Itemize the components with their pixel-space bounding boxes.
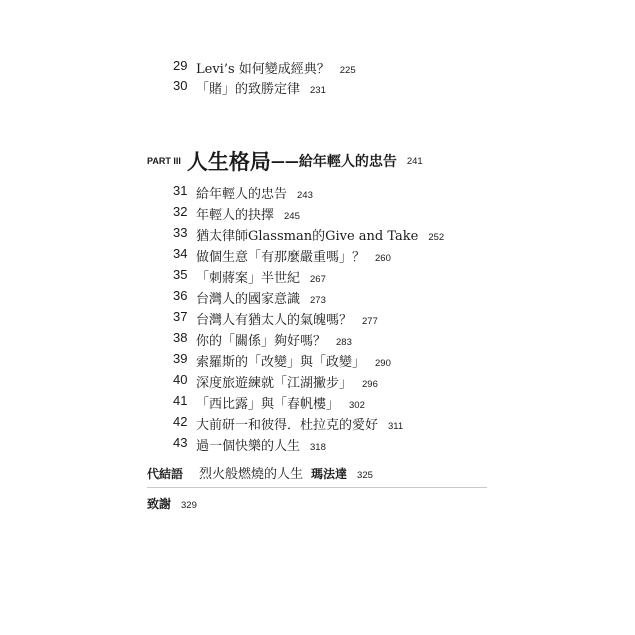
chapter-title-row xyxy=(196,414,403,433)
chapter-number: 42 xyxy=(173,414,188,429)
page-number: 290 xyxy=(375,358,391,369)
page-number: 225 xyxy=(339,65,356,76)
page-number: 241 xyxy=(406,155,423,167)
page-number: 329 xyxy=(181,500,197,511)
part-heading xyxy=(147,146,423,176)
page-number: 231 xyxy=(310,85,326,96)
chapter-title: Levi’s 如何變成經典？ xyxy=(196,62,330,77)
epilogue-entry xyxy=(147,463,373,482)
page-number: 318 xyxy=(310,442,326,453)
page-number: 260 xyxy=(375,253,391,264)
page-number: 252 xyxy=(428,232,445,243)
page-number: 302 xyxy=(349,400,365,411)
chapter-number: 35 xyxy=(173,267,188,282)
chapter-title-row xyxy=(196,78,326,97)
chapter-title: 年輕人的抉擇 xyxy=(196,208,275,223)
part-label: PART III xyxy=(147,156,181,166)
page-number: 277 xyxy=(362,316,378,327)
chapter-number: 40 xyxy=(173,372,188,387)
chapter-number: 31 xyxy=(173,183,188,198)
chapter-title-row xyxy=(196,204,300,223)
chapter-title-row xyxy=(196,393,365,412)
epilogue-author: 瑪法達 xyxy=(311,467,348,481)
chapter-number: 43 xyxy=(173,435,188,450)
part-subtitle: ——給年輕人的忠告 xyxy=(270,154,397,170)
chapter-title: 你的「關係」夠好嗎？ xyxy=(196,334,327,349)
chapter-title-row xyxy=(196,288,326,307)
acknowledgement-entry xyxy=(147,493,197,512)
chapter-number: 29 xyxy=(173,58,188,73)
page-number: 273 xyxy=(310,295,326,306)
chapter-title: 台灣人有猶太人的氣魄嗎？ xyxy=(196,313,353,328)
epilogue-label: 代結語 xyxy=(147,467,184,481)
chapter-title: 台灣人的國家意識 xyxy=(196,292,301,307)
chapter-title: 做個生意「有那麼嚴重嗎」？ xyxy=(196,250,366,265)
chapter-title: 索羅斯的「改變」與「政變」 xyxy=(196,355,366,370)
chapter-title-row xyxy=(196,309,378,328)
chapter-number: 37 xyxy=(173,309,188,324)
chapter-title: 「賭」的致勝定律 xyxy=(196,82,301,97)
page-number: 245 xyxy=(284,211,300,222)
part-title: 人生格局 xyxy=(186,150,271,174)
chapter-title: 給年輕人的忠告 xyxy=(196,187,288,202)
page-number: 296 xyxy=(362,379,378,390)
chapter-title-row xyxy=(196,246,391,265)
page-number: 267 xyxy=(310,274,326,285)
divider xyxy=(147,487,487,488)
chapter-title-row xyxy=(196,58,356,77)
epilogue-title: 烈火般燃燒的人生 xyxy=(199,467,304,482)
acknowledgement-label: 致謝 xyxy=(147,497,172,511)
chapter-title: 「刺蔣案」半世紀 xyxy=(196,271,301,286)
chapter-title-row xyxy=(196,267,326,286)
chapter-title: 大前研一和彼得．杜拉克的愛好 xyxy=(196,418,379,433)
chapter-number: 39 xyxy=(173,351,188,366)
chapter-title-row xyxy=(196,372,378,391)
chapter-number: 38 xyxy=(173,330,188,345)
page-number: 325 xyxy=(357,470,373,481)
page-number: 243 xyxy=(297,190,313,201)
chapter-number: 36 xyxy=(173,288,188,303)
chapter-title: 猶太律師Glassman的Give and Take xyxy=(196,229,419,244)
chapter-number: 33 xyxy=(173,225,188,240)
chapter-title-row xyxy=(196,225,444,244)
chapter-title: 過一個快樂的人生 xyxy=(196,439,301,454)
chapter-number: 32 xyxy=(173,204,188,219)
chapter-title-row xyxy=(196,330,352,349)
page-number: 311 xyxy=(388,421,404,432)
page-number: 283 xyxy=(336,337,352,348)
chapter-number: 30 xyxy=(173,78,188,93)
chapter-title: 「西比露」與「春帆樓」 xyxy=(196,397,340,412)
chapter-title-row xyxy=(196,435,326,454)
chapter-title: 深度旅遊練就「江湖撇步」 xyxy=(196,376,353,391)
chapter-title-row xyxy=(196,351,391,370)
chapter-number: 34 xyxy=(173,246,188,261)
chapter-title-row xyxy=(196,183,313,202)
chapter-number: 41 xyxy=(173,393,188,408)
